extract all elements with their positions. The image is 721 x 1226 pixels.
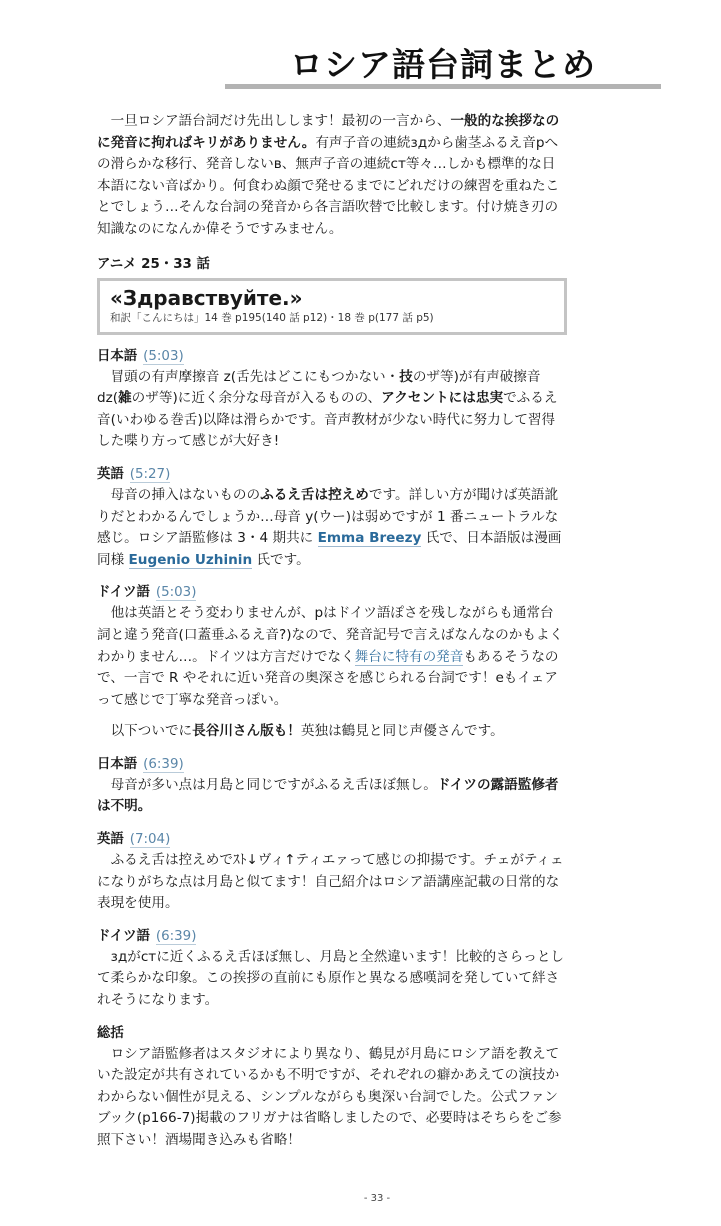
timestamp-link[interactable]: (5:03): [143, 348, 184, 364]
section-paragraph: [97, 367, 567, 453]
section-heading: [97, 347, 567, 367]
bold-text: ドイツの露語監修者は不明。: [97, 776, 559, 815]
bold-text: 一般的な挨拶なのに発音に拘ればキリがありません。: [97, 113, 560, 151]
text-segment: 冒頭の有声摩擦音 z(舌先はどこにもつかない・: [110, 368, 400, 385]
inline-link[interactable]: Eugenio Uzhinin: [128, 551, 253, 568]
section-paragraph: [97, 485, 567, 571]
timestamp-link[interactable]: (6:39): [155, 928, 197, 944]
text-segment: 氏で、日本語版は漫画同様: [97, 530, 562, 568]
text-segment: 有声子音の連続здから歯茎ふるえ音рへの滑らかな移行、発音しないв、無声子音の連続ст等々…しかも標準的な日本語にない音ばかり。何食わぬ顔で発せるまでにどれだけの練習を重ねたことでしょう…そんな台詞の発音から各言語吹替で比較します。付け焼き刃の知識なのになんか偉そうですみません。: [97, 134, 560, 237]
bold-text: 雑: [118, 390, 132, 407]
timestamp-link[interactable]: (6:39): [143, 756, 184, 772]
section-paragraph: [97, 850, 567, 915]
timestamp-link[interactable]: (5:27): [129, 466, 171, 482]
section-language-label: ドイツ語: [97, 585, 150, 601]
timestamp-link[interactable]: (7:04): [129, 832, 171, 848]
section-language-label: 英語: [97, 466, 124, 482]
title-underline: [225, 84, 661, 89]
anime-episode-label: アニメ 25・33 話: [97, 256, 210, 272]
text-segment: 母音が多い点は月島と同じですがふるえ舌ほぼ無し。: [110, 776, 437, 793]
section-language-label: 総括: [97, 1025, 124, 1041]
intro-paragraph: [97, 111, 567, 241]
bold-text: 長谷川さん版も！: [192, 723, 301, 740]
text-segment: 一旦ロシア語台詞だけ先出しします！最初の一言から、: [110, 113, 451, 129]
text-segment: ロシア語監修者はスタジオにより異なり、鶴見が月島にロシア語を教えていた設定が共有されているかも不明ですが、それぞれの癖かあえての演技かわからない個性が見える、シンプルながらも奥深い台詞でした。公式ファンブック(p166-7)掲載のフリガナは省略しましたので、必要時はそちらをご参照下さい！酒場聞き込みも省略！: [97, 1045, 562, 1148]
section-language-label: 日本語: [97, 348, 138, 364]
bold-text: ふるえ舌は控えめ: [260, 486, 369, 503]
section-language-label: 英語: [97, 832, 124, 848]
quote-box: [97, 278, 567, 335]
inline-link[interactable]: Emma Breezy: [317, 530, 422, 547]
comparison-sections: [97, 347, 567, 1152]
text-segment: ふるえ舌は控えめでｽﾄ↓ヴィ↑ティエァって感じの抑揚です。チェがティェになりがちな点は月島と似てます！自己紹介はロシア語講座記載の日常的な表現を使用。: [97, 852, 564, 912]
text-segment: のザ等)に近く余分な母音が入るものの、: [131, 390, 382, 407]
document-body: [97, 111, 567, 1152]
section-language-label: ドイツ語: [97, 928, 150, 944]
text-segment: 以下ついでに: [110, 723, 193, 740]
section-paragraph: [97, 721, 567, 743]
section-heading: [97, 583, 567, 603]
section-heading: [97, 465, 567, 485]
bold-text: 技: [399, 368, 413, 385]
text-segment: 母音の挿入はないものの: [110, 486, 261, 503]
text-segment: 氏です。: [252, 551, 310, 568]
russian-quote: «Здравствуйте.»: [110, 285, 303, 310]
text-segment: のザ等)が有声破擦音 dz(: [97, 368, 541, 407]
spacer: [97, 711, 567, 721]
text-segment: здがстに近くふるえ舌ほぼ無し、月島と全然違います！比較的さらっとして柔らかな印象。この挨拶の直前にも原作と異なる感嘆詞を発していて絆されそうになります。: [97, 948, 565, 1009]
page-title: ロシア語台詞まとめ: [290, 45, 596, 84]
section-paragraph: [97, 603, 567, 711]
section-paragraph: [97, 1044, 567, 1152]
section-heading: [97, 1024, 567, 1044]
section-language-label: 日本語: [97, 756, 138, 772]
text-segment: でふるえ音(いわゆる巻舌)以降は滑らかです。音声教材が少ない時代に努力して習得した喋り方って感じが大好き!: [97, 390, 558, 450]
inline-link[interactable]: 舞台に特有の発音: [354, 648, 464, 665]
quote-translation: 和訳「こんにちは」14 巻 p195(140 話 p12)・18 巻 p(177 話 p5): [110, 311, 434, 324]
text-segment: です。詳しい方が聞けば英語訛りだとわかるんでしょうか…母音 y(ウー)は弱めですが 1 番ニュートラルな感じ。ロシア語監修は 3・4 期共に: [97, 486, 559, 547]
text-segment: 英独は鶴見と同じ声優さんです。: [300, 723, 504, 740]
section-heading: [97, 927, 567, 947]
timestamp-link[interactable]: (5:03): [155, 585, 197, 601]
section-paragraph: [97, 775, 567, 818]
bold-text: アクセントには忠実: [381, 390, 504, 407]
page-number: - 33 -: [363, 1192, 391, 1204]
section-heading: [97, 755, 567, 775]
text-segment: 他は英語とそう変わりませんが、рはドイツ語ぽさを残しながらも通常台詞と違う発音(口蓋垂ふるえ音?)なので、発音記号で言えばなんなのかもよくわかりません…。ドイツは方言だけでなく: [97, 605, 564, 665]
section-paragraph: [97, 947, 567, 1012]
text-segment: もあるそうなので、一言で R やそれに近い発音の奥深さを感じられる台詞です！eもイェアって感じで丁寧な発音っぽい。: [97, 648, 559, 708]
section-heading: [97, 830, 567, 850]
